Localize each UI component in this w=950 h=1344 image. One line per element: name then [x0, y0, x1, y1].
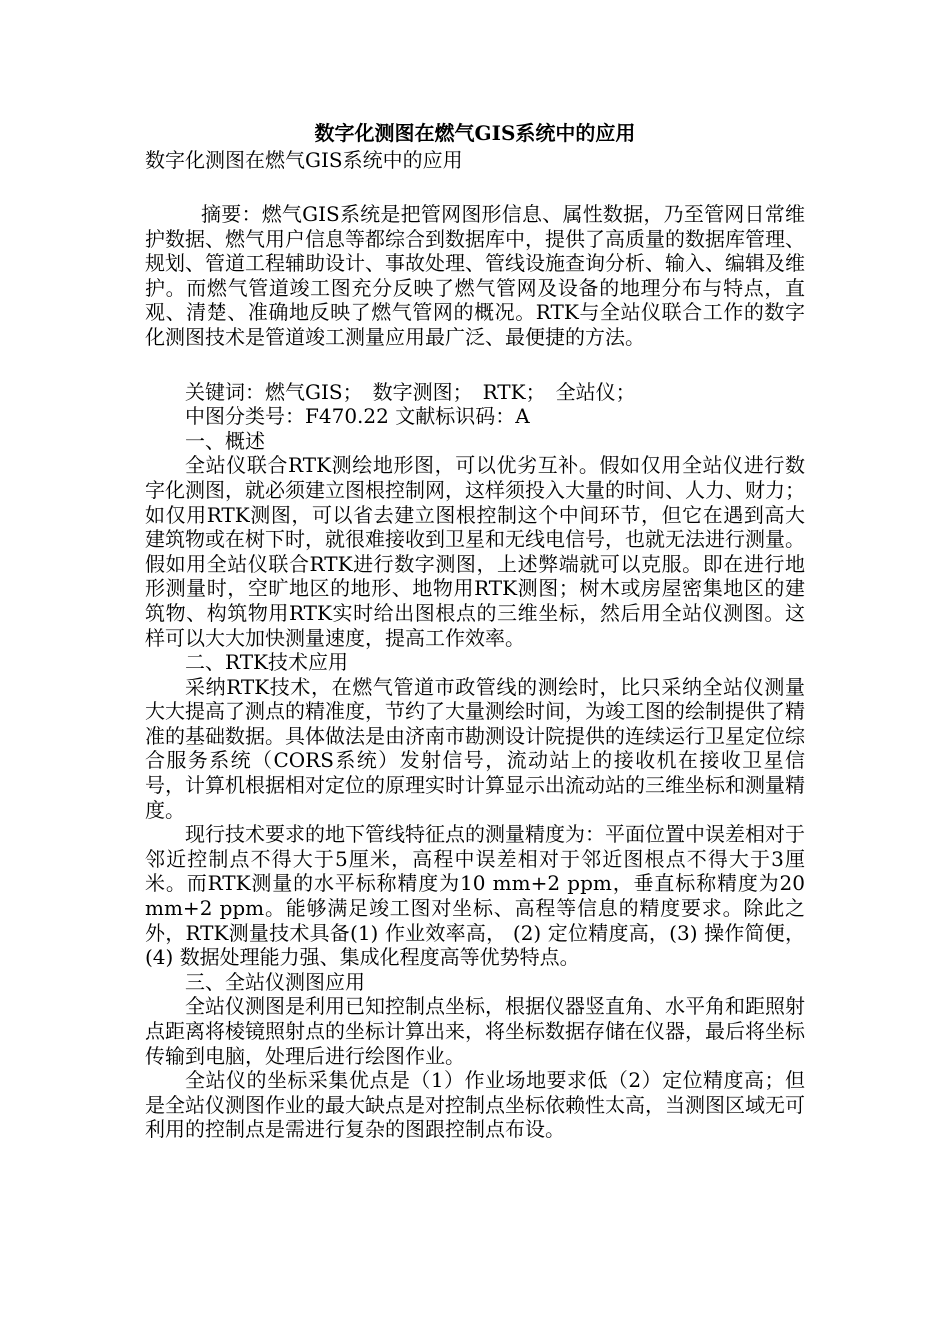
document-title: 数字化测图在燃气GIS系统中的应用 — [314, 121, 636, 145]
keywords-line: 关键词：燃气GIS； 数字测图； RTK； 全站仪； — [185, 379, 636, 404]
document-page — [145, 118, 805, 1142]
section-heading: 三、全站仪测图应用 — [185, 969, 365, 994]
classification-line: 中图分类号：F470.22 文献标识码：A — [185, 404, 530, 429]
section-paragraph: 全站仪的坐标采集优点是（1）作业场地要求低（2）定位精度高；但是全站仪测图作业的最大缺点是对控制点坐标依赖性太高，当测图区域无可利用的控制点是需进行复杂的图跟控制点布设。 — [145, 1068, 805, 1142]
section-paragraph: 全站仪测图是利用已知控制点坐标，根据仪器竖直角、水平角和距照射点距离将棱镜照射点的坐标计算出来，将坐标数据存储在仪器，最后将坐标传输到电脑，处理后进行绘图作业。 — [145, 994, 805, 1068]
section-paragraph: 现行技术要求的地下管线特征点的测量精度为：平面位置中误差相对于邻近控制点不得大于5厘米，高程中误差相对于邻近图根点不得大于3厘米。而RTK测量的水平标称精度为10 mm+2 ppm，垂直标称精度为20 mm+2 ppm。能够满足竣工图对坐标、高程等信息的精度要求。除此之外，RTK测量技术具备(1) 作业效率高， (2) 定位精度高，(3) 操作简便， (4) 数据处理能力强、集成化程度高等优势特点。 — [145, 822, 805, 970]
document-subtitle: 数字化测图在燃气GIS系统中的应用 — [145, 148, 463, 172]
section-heading: 一、概述 — [185, 428, 265, 453]
section-heading: 二、RTK技术应用 — [185, 650, 348, 675]
section-paragraph: 全站仪联合RTK测绘地形图，可以优劣互补。假如仅用全站仪进行数字化测图，就必须建立图根控制网，这样须投入大量的时间、人力、财力；如仅用RTK测图，可以省去建立图根控制这个中间环节，但它在遇到高大建筑物或在树下时，就很难接收到卫星和无线电信号，也就无法进行测量。假如用全站仪联合RTK进行数字测图，上述弊端就可以克服。即在进行地形测量时，空旷地区的地形、地物用RTK测图；树木或房屋密集地区的建筑物、构筑物用RTK实时给出图根点的三维坐标，然后用全站仪测图。这样可以大大加快测量速度，提高工作效率。 — [145, 453, 805, 650]
section-paragraph: 采纳RTK技术，在燃气管道市政管线的测绘时，比只采纳全站仪测量大大提高了测点的精准度，节约了大量测绘时间，为竣工图的绘制提供了精准的基础数据。具体做法是由济南市勘测设计院提供的连续运行卫星定位综合服务系统（CORS系统）发射信号，流动站上的接收机在接收卫星信号，计算机根据相对定位的原理实时计算显示出流动站的三维坐标和测量精度。 — [145, 674, 805, 822]
abstract-paragraph: 摘要：燃气GIS系统是把管网图形信息、属性数据，乃至管网日常维护数据、燃气用户信息等都综合到数据库中，提供了高质量的数据库管理、规划、管道工程辅助设计、事故处理、管线设施查询分析、输入、编辑及维护。而燃气管道竣工图充分反映了燃气管网及设备的地理分布与特点，直观、清楚、准确地反映了燃气管网的概况。RTK与全站仪联合工作的数字化测图技术是管道竣工测量应用最广泛、最便捷的方法。 — [145, 202, 805, 349]
